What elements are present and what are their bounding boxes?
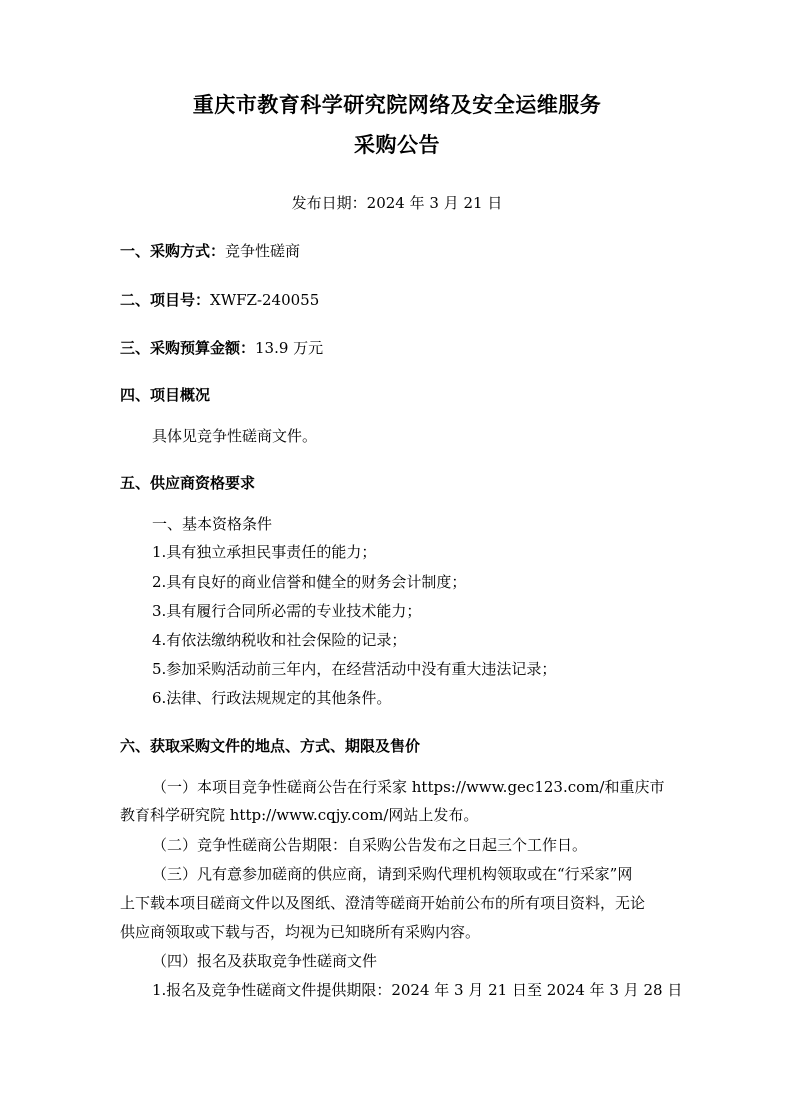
overview-text: 具体见竞争性磋商文件。 <box>152 427 318 445</box>
section-project-number <box>120 289 319 310</box>
section-acquisition-heading <box>120 735 420 756</box>
qualification-subheading: 一、基本资格条件 <box>152 515 273 533</box>
section-label: 一、采购方式： <box>120 242 226 260</box>
section-procurement-method <box>120 240 300 261</box>
acquisition-paragraph: （一）本项目竞争性磋商公告在行采家 https://www.gec123.com/和重庆市 <box>152 778 665 796</box>
heading-text: 五、供应商资格要求 <box>120 474 256 492</box>
qualification-item: 2.具有良好的商业信誉和健全的财务会计制度； <box>152 573 467 591</box>
section-overview-heading <box>120 384 210 405</box>
budget-value: 13.9 万元 <box>255 339 324 357</box>
procurement-method-value: 竞争性磋商 <box>225 242 301 260</box>
acquisition-paragraph: 1.报名及竞争性磋商文件提供期限：2024 年 3 月 21 日至 2024 年 3 月 28 日 <box>152 981 683 999</box>
document-subtitle: 采购公告 <box>354 133 440 157</box>
qualification-item: 4.有依法缴纳税收和社会保险的记录； <box>152 631 407 649</box>
heading-text: 六、获取采购文件的地点、方式、期限及售价 <box>120 737 421 755</box>
acquisition-paragraph: 供应商领取或下载与否，均视为已知晓所有采购内容。 <box>120 923 481 941</box>
project-number-value: XWFZ-240055 <box>210 291 320 309</box>
qualification-item: 5.参加采购活动前三年内，在经营活动中没有重大违法记录； <box>152 660 557 678</box>
publish-date: 发布日期：2024 年 3 月 21 日 <box>291 194 503 212</box>
section-qualification-heading <box>120 472 255 493</box>
acquisition-paragraph: （二）竞争性磋商公告期限：自采购公告发布之日起三个工作日。 <box>152 836 588 854</box>
section-label: 二、项目号： <box>120 291 211 309</box>
section-budget <box>120 337 323 358</box>
acquisition-paragraph: 教育科学研究院 http://www.cqjy.com/网站上发布。 <box>120 806 479 824</box>
document-title: 重庆市教育科学研究院网络及安全运维服务 <box>192 93 602 117</box>
qualification-item: 1.具有独立承担民事责任的能力； <box>152 543 377 561</box>
qualification-item: 3.具有履行合同所必需的专业技术能力； <box>152 602 422 620</box>
section-label: 三、采购预算金额： <box>120 339 256 357</box>
acquisition-paragraph: 上下载本项目磋商文件以及图纸、澄清等磋商开始前公布的所有项目资料，无论 <box>120 894 646 912</box>
qualification-item: 6.法律、行政法规规定的其他条件。 <box>152 689 392 707</box>
acquisition-paragraph: （四）报名及获取竞争性磋商文件 <box>152 952 378 970</box>
acquisition-paragraph: （三）凡有意参加磋商的供应商，请到采购代理机构领取或在“行采家”网 <box>152 865 633 883</box>
heading-text: 四、项目概况 <box>120 386 211 404</box>
